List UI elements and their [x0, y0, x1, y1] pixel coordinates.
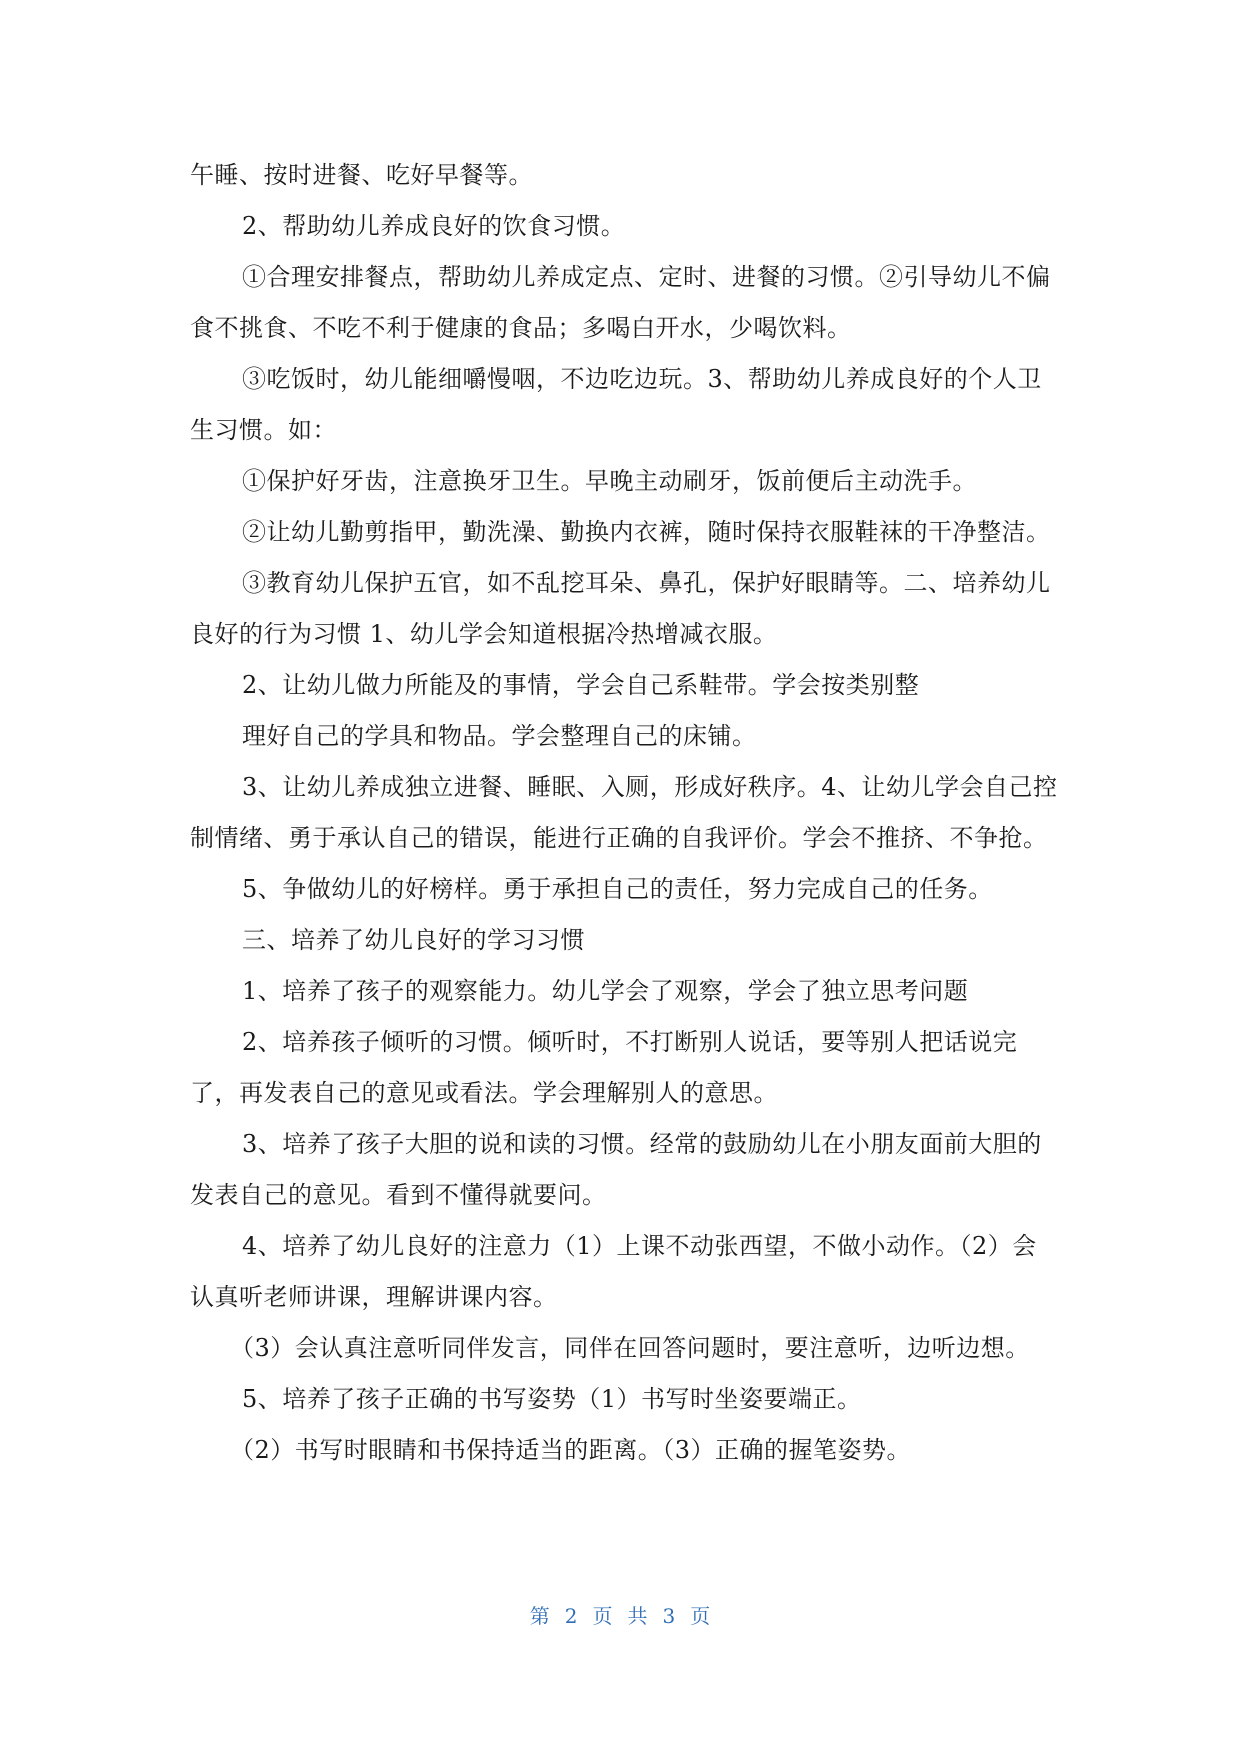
paragraph-6: ②让幼儿勤剪指甲，勤洗澡、勤换内衣裤，随时保持衣服鞋袜的干净整洁。 [242, 518, 1051, 546]
footer-total-pages: 3 [662, 1604, 677, 1628]
paragraph-7: ③教育幼儿保护五官，如不乱挖耳朵、鼻孔，保护好眼睛等。二、培养幼儿良好的行为习惯 1、幼儿学会知道根据冷热增减衣服。 [190, 569, 1051, 648]
footer-word-ye: 页 [592, 1604, 614, 1628]
paragraph-2: 2、帮助幼儿养成良好的饮食习惯。 [242, 212, 626, 240]
paragraph-15: 3、培养了孩子大胆的说和读的习惯。经常的鼓励幼儿在小朋友面前大胆的发表自己的意见。看到不懂得就要问。 [190, 1130, 1042, 1209]
paragraph-9: 理好自己的学具和物品。学会整理自己的床铺。 [242, 722, 757, 750]
paragraph-14: 2、培养孩子倾听的习惯。倾听时，不打断别人说话，要等别人把话说完了，再发表自己的意见或看法。学会理解别人的意思。 [190, 1028, 1018, 1107]
paragraph-3: ①合理安排餐点，帮助幼儿养成定点、定时、进餐的习惯。②引导幼儿不偏食不挑食、不吃不利于健康的食品；多喝白开水，少喝饮料。 [190, 263, 1051, 342]
section-heading-3: 三、培养了幼儿良好的学习习惯 [242, 926, 585, 954]
document-body [190, 150, 1060, 1476]
paragraph-18: 5、培养了孩子正确的书写姿势（1）书写时坐姿要端正。 [242, 1385, 862, 1413]
footer-word-di: 第 [529, 1604, 551, 1628]
page-footer [0, 1600, 1241, 1629]
paragraph-1: 午睡、按时进餐、吃好早餐等。 [190, 161, 533, 189]
paragraph-5: ①保护好牙齿，注意换牙卫生。早晚主动刷牙，饭前便后主动洗手。 [242, 467, 977, 495]
paragraph-10: 3、让幼儿养成独立进餐、睡眠、入厕，形成好秩序。4、让幼儿学会自己控制情绪、勇于承认自己的错误，能进行正确的自我评价。学会不推挤、不争抢。 [190, 773, 1058, 852]
paragraph-11: 5、争做幼儿的好榜样。勇于承担自己的责任，努力完成自己的任务。 [242, 875, 993, 903]
paragraph-8: 2、让幼儿做力所能及的事情，学会自己系鞋带。学会按类别整 [242, 671, 920, 699]
paragraph-4: ③吃饭时，幼儿能细嚼慢咽，不边吃边玩。3、帮助幼儿养成良好的个人卫生习惯。如： [190, 365, 1042, 444]
paragraph-13: 1、培养了孩子的观察能力。幼儿学会了观察，学会了独立思考问题 [242, 977, 969, 1005]
footer-word-gong: 共 [627, 1604, 649, 1628]
footer-word-ye-2: 页 [690, 1604, 712, 1628]
paragraph-19: （2）书写时眼睛和书保持适当的距离。（3）正确的握笔姿势。 [230, 1436, 912, 1464]
paragraph-16: 4、培养了幼儿良好的注意力（1）上课不动张西望，不做小动作。（2）会认真听老师讲课，理解讲课内容。 [190, 1232, 1037, 1311]
footer-current-page: 2 [564, 1604, 579, 1628]
paragraph-17: （3）会认真注意听同伴发言，同伴在回答问题时，要注意听，边听边想。 [230, 1334, 1030, 1362]
